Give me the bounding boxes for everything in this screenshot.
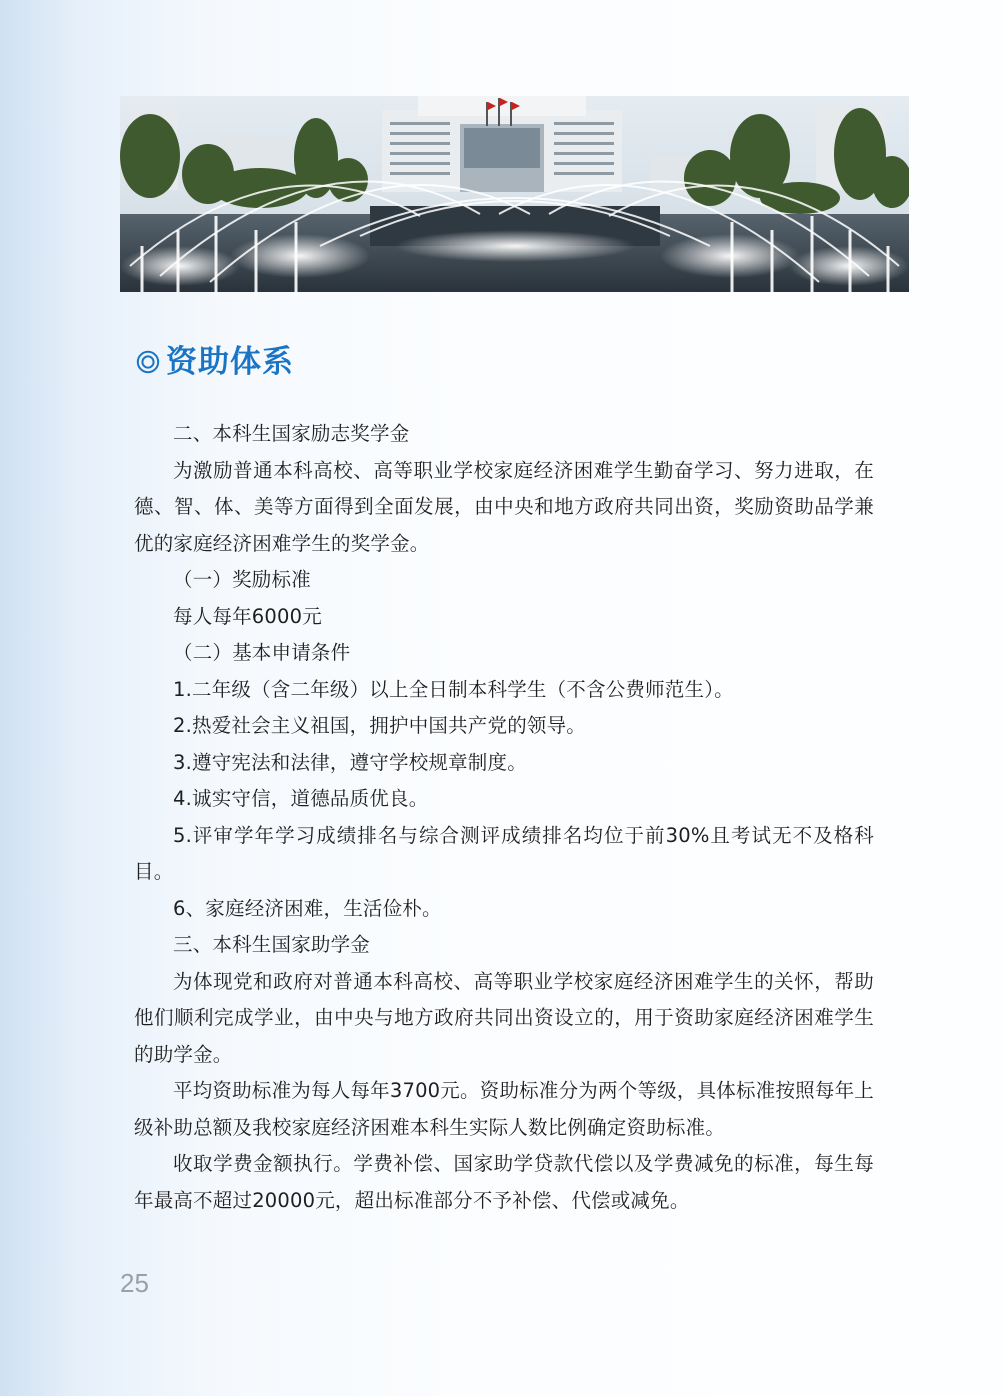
- double-circle-icon: [136, 346, 160, 370]
- heading-national-grant: 三、本科生国家助学金: [173, 933, 371, 956]
- section-heading: [136, 334, 294, 382]
- subheading-award-standard: （一）奖励标准: [173, 568, 311, 591]
- condition-item-5: 5.评审学年学习成绩排名与综合测评成绩排名均位于前30%且考试无不及格科目。: [134, 823, 874, 883]
- campus-fountain-photo: [120, 96, 909, 292]
- paragraph-award-amount: 每人每年6000元: [173, 604, 322, 628]
- body-text: [134, 416, 874, 1219]
- paragraph-grant-standard: 平均资助标准为每人每年3700元。资助标准分为两个等级，具体标准按照每年上级补助总额及我校家庭经济困难本科生实际人数比例确定资助标准。: [134, 1079, 874, 1139]
- paragraph-grant-purpose: 为体现党和政府对普通本科高校、高等职业学校家庭经济困难学生的关怀，帮助他们顺利完成学业，由中央与地方政府共同出资设立的，用于资助家庭经济困难学生的助学金。: [134, 969, 874, 1066]
- condition-item-3: 3.遵守宪法和法律，遵守学校规章制度。: [173, 750, 527, 774]
- paragraph-tuition-compensation: 收取学费金额执行。学费补偿、国家助学贷款代偿以及学费减免的标准，每生每年最高不超过20000元，超出标准部分不予补偿、代偿或减免。: [134, 1152, 874, 1212]
- heading-national-encouragement-scholarship: 二、本科生国家励志奖学金: [173, 422, 410, 445]
- condition-item-1: 1.二年级（含二年级）以上全日制本科学生（不含公费师范生）。: [173, 677, 734, 701]
- condition-item-2: 2.热爱社会主义祖国，拥护中国共产党的领导。: [173, 714, 587, 737]
- condition-item-6: 6、家庭经济困难，生活俭朴。: [173, 896, 442, 920]
- section-title: 资助体系: [166, 343, 294, 380]
- page-number: 25: [120, 1268, 149, 1298]
- condition-item-4: 4.诚实守信，道德品质优良。: [173, 787, 429, 810]
- subheading-application-conditions: （二）基本申请条件: [173, 641, 351, 664]
- paragraph-scholarship-purpose: 为激励普通本科高校、高等职业学校家庭经济困难学生勤奋学习、努力进取，在德、智、体、美等方面得到全面发展，由中央和地方政府共同出资，奖励资助品学兼优的家庭经济困难学生的奖学金。: [134, 458, 874, 555]
